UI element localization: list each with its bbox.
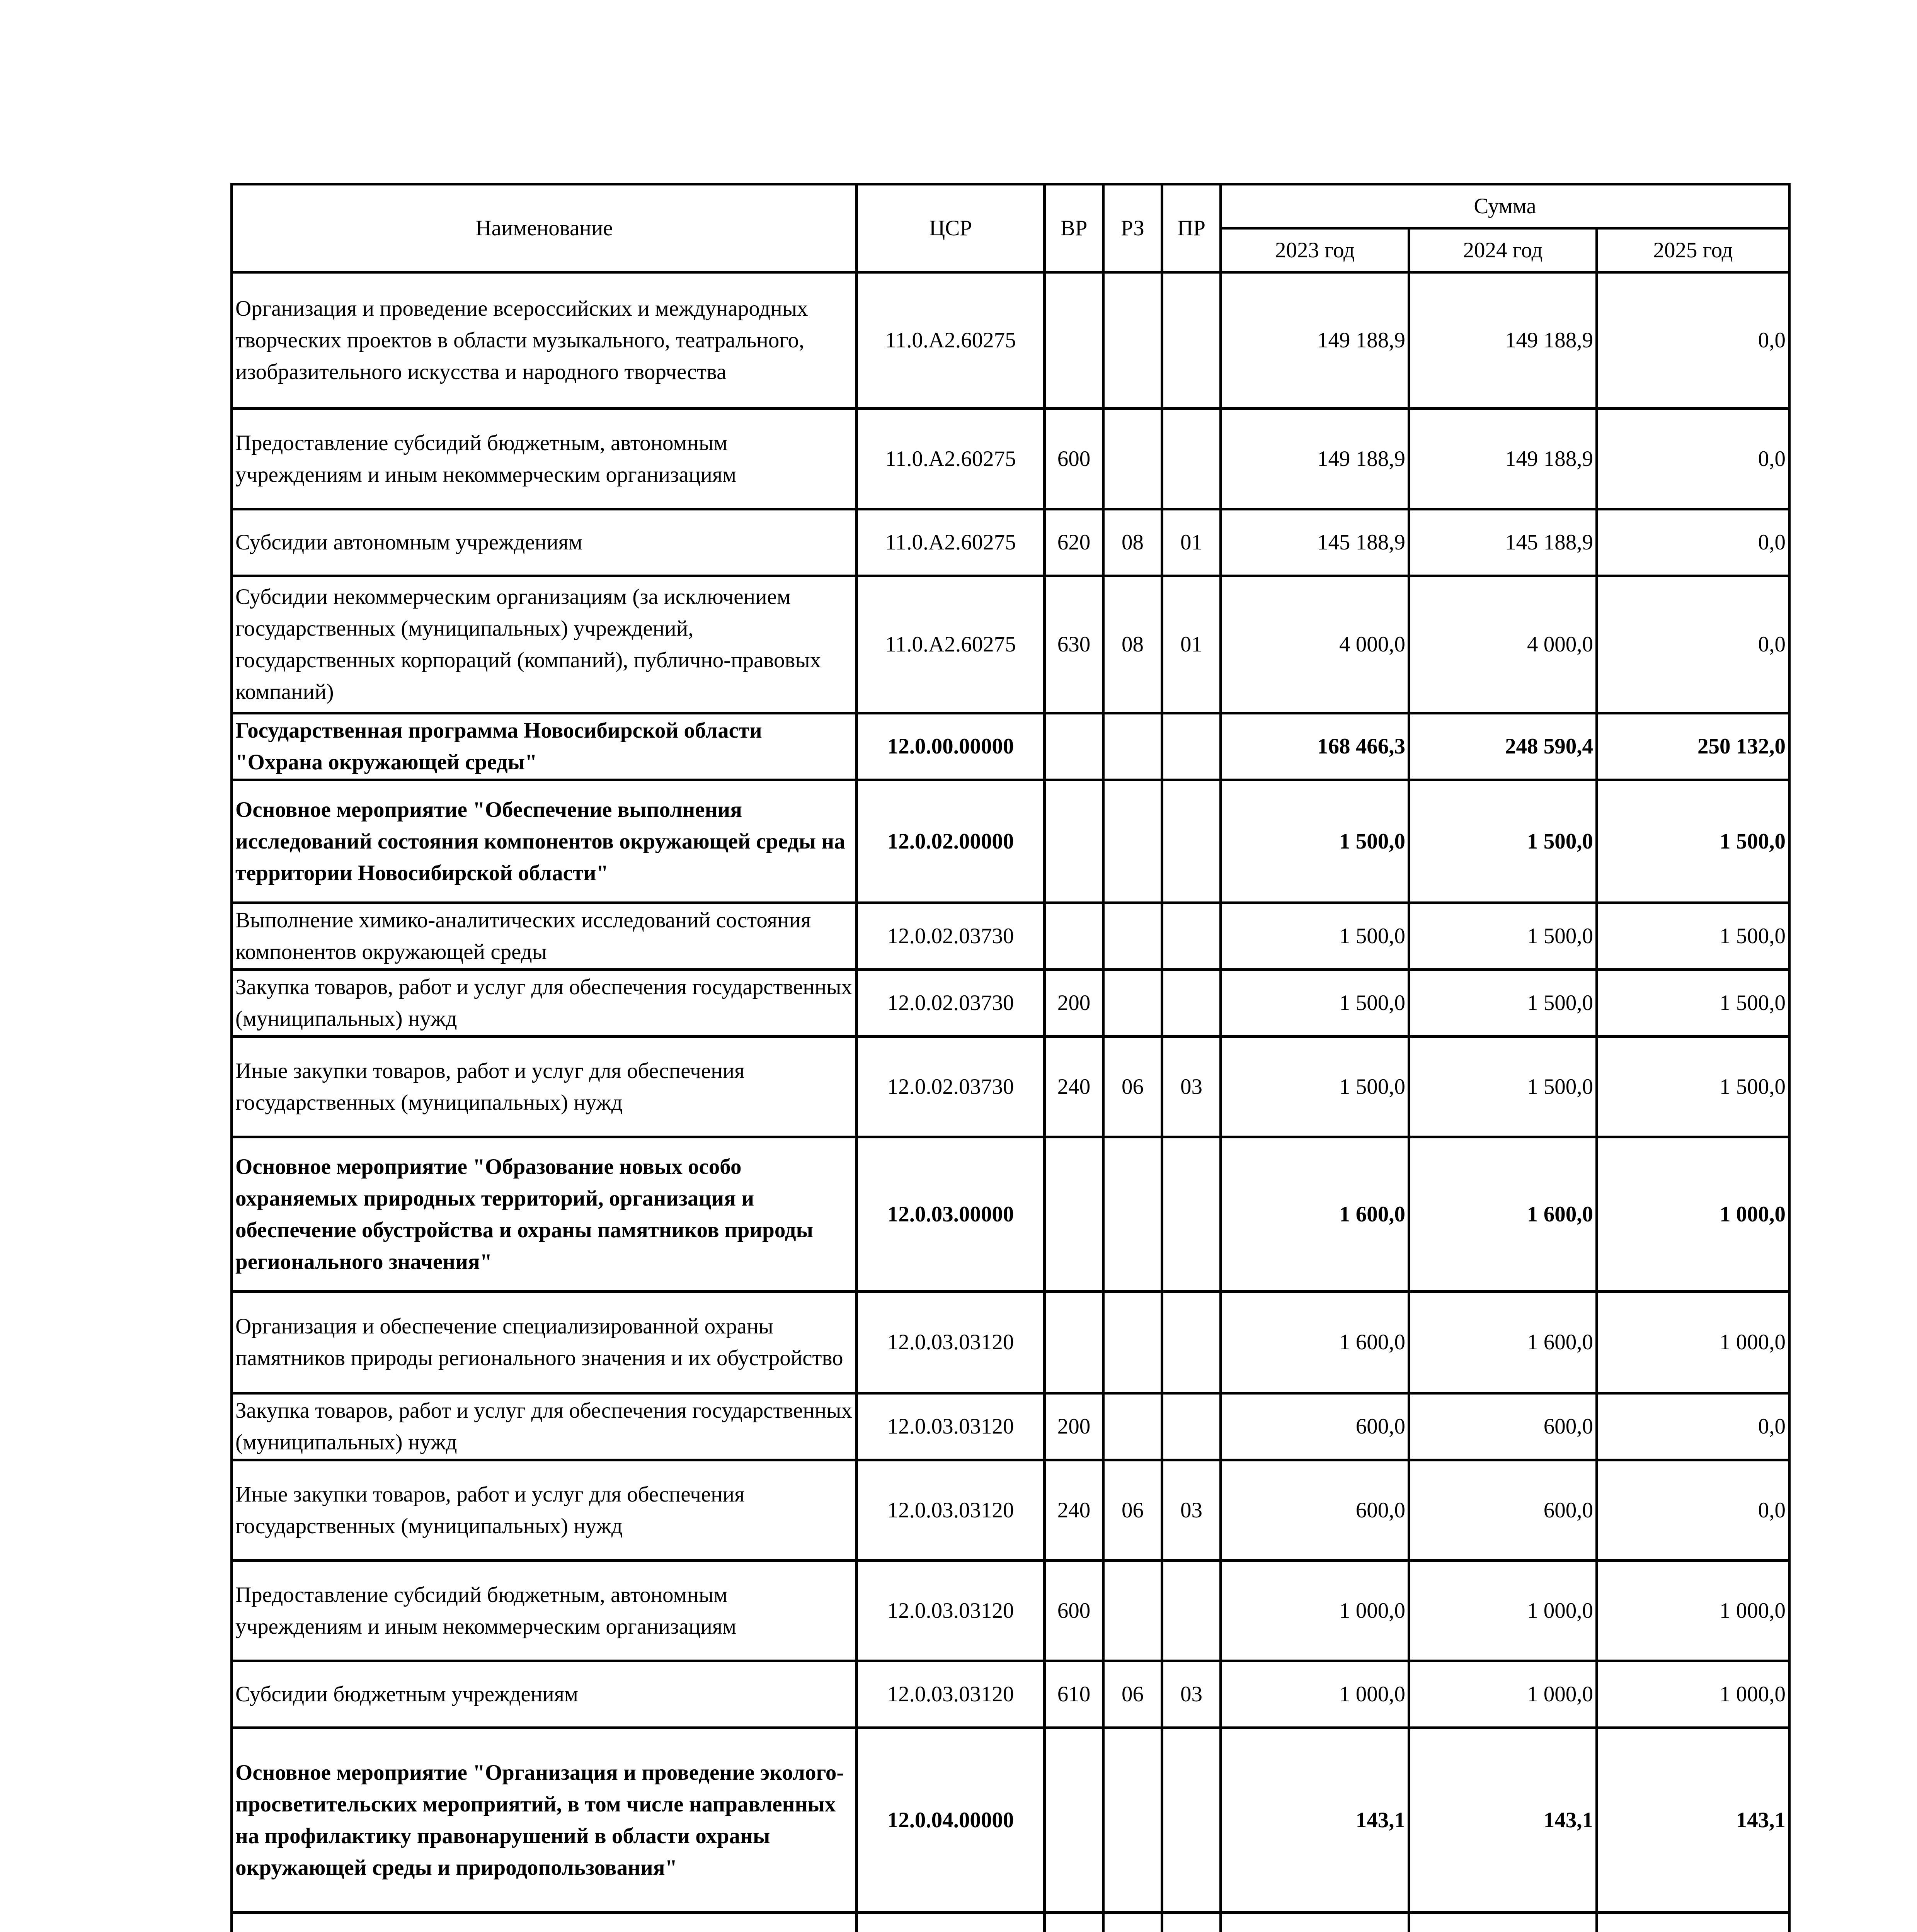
cell-sum-2025: 1 000,0 xyxy=(1597,1292,1789,1393)
header-rz: РЗ xyxy=(1103,184,1162,272)
cell-pr xyxy=(1162,1292,1221,1393)
cell-sum-2025: 1 500,0 xyxy=(1597,1037,1789,1137)
cell-vr: 240 xyxy=(1045,1037,1103,1137)
cell-vr xyxy=(1045,780,1103,903)
cell-vr: 600 xyxy=(1045,1561,1103,1661)
table-row xyxy=(232,1292,1789,1393)
cell-sum-2025: 1 000,0 xyxy=(1597,1561,1789,1661)
cell-csr: 12.0.04.00000 xyxy=(857,1728,1045,1913)
cell-sum-2023: 1 500,0 xyxy=(1221,903,1409,970)
cell-name: Государственная программа Новосибирской области "Охрана окружающей среды" xyxy=(232,713,857,780)
cell-rz xyxy=(1103,1913,1162,1932)
cell-sum-2024: 600,0 xyxy=(1409,1393,1597,1460)
header-year-2025: 2025 год xyxy=(1597,228,1789,272)
cell-vr xyxy=(1045,1913,1103,1932)
cell-sum-2024: 1 600,0 xyxy=(1409,1137,1597,1292)
header-row-top xyxy=(232,184,1789,228)
cell-rz xyxy=(1103,713,1162,780)
table-row xyxy=(232,780,1789,903)
cell-rz: 06 xyxy=(1103,1661,1162,1728)
table-row xyxy=(232,1460,1789,1561)
cell-sum-2023: 145 188,9 xyxy=(1221,509,1409,576)
cell-name: Иные закупки товаров, работ и услуг для обеспечения государственных (муниципальных) нужд xyxy=(232,1037,857,1137)
cell-sum-2024: 1 600,0 xyxy=(1409,1292,1597,1393)
cell-vr: 620 xyxy=(1045,509,1103,576)
cell-csr: 12.0.03.00000 xyxy=(857,1137,1045,1292)
table-row xyxy=(232,1728,1789,1913)
cell-sum-2023: 1 500,0 xyxy=(1221,780,1409,903)
cell-sum-2024: 1 000,0 xyxy=(1409,1661,1597,1728)
cell-csr: 12.0.03.03120 xyxy=(857,1561,1045,1661)
cell-vr: 610 xyxy=(1045,1661,1103,1728)
cell-vr: 600 xyxy=(1045,409,1103,509)
cell-name: Закупка товаров, работ и услуг для обеспечения государственных (муниципальных) нужд xyxy=(232,1393,857,1460)
cell-csr xyxy=(857,1913,1045,1932)
table-row xyxy=(232,1661,1789,1728)
cell-sum-2023 xyxy=(1221,1913,1409,1932)
cell-sum-2023: 1 600,0 xyxy=(1221,1137,1409,1292)
cell-sum-2025: 0,0 xyxy=(1597,272,1789,409)
cell-sum-2025: 0,0 xyxy=(1597,576,1789,713)
cell-vr xyxy=(1045,903,1103,970)
cell-pr xyxy=(1162,780,1221,903)
cell-name: Субсидии некоммерческим организациям (за исключением государственных (муниципальных) учреждений, государственных корпораций (компаний), публично-правовых компаний) xyxy=(232,576,857,713)
cell-sum-2023: 168 466,3 xyxy=(1221,713,1409,780)
cell-vr xyxy=(1045,272,1103,409)
cell-name: Выполнение химико-аналитических исследований состояния компонентов окружающей среды xyxy=(232,903,857,970)
cell-pr xyxy=(1162,1137,1221,1292)
cell-name: Организация и проведение всероссийских и международных творческих проектов в области музыкального, театрального, изобразительного искусства и народного творчества xyxy=(232,272,857,409)
cell-name: Основное мероприятие "Обеспечение выполнения исследований состояния компонентов окружающей среды на территории Новосибирской области" xyxy=(232,780,857,903)
cell-pr xyxy=(1162,713,1221,780)
cell-sum-2025: 1 000,0 xyxy=(1597,1661,1789,1728)
cell-vr: 240 xyxy=(1045,1460,1103,1561)
cell-name: Предоставление субсидий бюджетным, автономным учреждениям и иным некоммерческим организациям xyxy=(232,1561,857,1661)
cell-sum-2024: 143,1 xyxy=(1409,1728,1597,1913)
cell-sum-2023: 149 188,9 xyxy=(1221,272,1409,409)
cell-rz xyxy=(1103,903,1162,970)
cell-csr: 12.0.03.03120 xyxy=(857,1460,1045,1561)
cell-rz: 06 xyxy=(1103,1460,1162,1561)
table-row xyxy=(232,272,1789,409)
cell-rz xyxy=(1103,1561,1162,1661)
cell-pr: 03 xyxy=(1162,1037,1221,1137)
cell-sum-2024: 4 000,0 xyxy=(1409,576,1597,713)
cell-sum-2023: 143,1 xyxy=(1221,1728,1409,1913)
table-row xyxy=(232,1037,1789,1137)
cell-sum-2023: 1 000,0 xyxy=(1221,1661,1409,1728)
cell-csr: 12.0.03.03120 xyxy=(857,1661,1045,1728)
cell-sum-2024: 1 500,0 xyxy=(1409,780,1597,903)
cell-pr: 03 xyxy=(1162,1661,1221,1728)
cell-sum-2023: 1 600,0 xyxy=(1221,1292,1409,1393)
cell-sum-2025: 0,0 xyxy=(1597,409,1789,509)
cell-rz xyxy=(1103,409,1162,509)
cell-sum-2024: 1 500,0 xyxy=(1409,903,1597,970)
cell-name: Организация и обеспечение специализированной охраны памятников природы регионального значения и их обустройство xyxy=(232,1292,857,1393)
cell-sum-2023: 1 500,0 xyxy=(1221,1037,1409,1137)
cell-sum-2023: 600,0 xyxy=(1221,1393,1409,1460)
cell-rz xyxy=(1103,1292,1162,1393)
cell-vr xyxy=(1045,1137,1103,1292)
cell-sum-2025: 0,0 xyxy=(1597,509,1789,576)
header-pr: ПР xyxy=(1162,184,1221,272)
cell-csr: 12.0.02.03730 xyxy=(857,1037,1045,1137)
cell-sum-2024: 149 188,9 xyxy=(1409,272,1597,409)
cell-csr: 12.0.02.03730 xyxy=(857,903,1045,970)
cell-csr: 12.0.00.00000 xyxy=(857,713,1045,780)
cell-rz xyxy=(1103,970,1162,1037)
cell-sum-2023: 1 000,0 xyxy=(1221,1561,1409,1661)
table-row xyxy=(232,970,1789,1037)
cell-rz xyxy=(1103,1393,1162,1460)
table-row xyxy=(232,1561,1789,1661)
table-row xyxy=(232,1393,1789,1460)
table-row xyxy=(232,409,1789,509)
cell-csr: 12.0.03.03120 xyxy=(857,1292,1045,1393)
cell-name: Иные закупки товаров, работ и услуг для обеспечения государственных (муниципальных) нужд xyxy=(232,1460,857,1561)
header-year-2024: 2024 год xyxy=(1409,228,1597,272)
cell-csr: 12.0.02.00000 xyxy=(857,780,1045,903)
cell-name: Основное мероприятие "Организация и проведение эколого-просветительских мероприятий, в том числе направленных на профилактику правонарушений в области охраны окружающей среды и природопользования" xyxy=(232,1728,857,1913)
cell-csr: 11.0.А2.60275 xyxy=(857,272,1045,409)
cell-name: Основное мероприятие "Образование новых особо охраняемых природных территорий, организация и обеспечение обустройства и охраны памятников природы регионального значения" xyxy=(232,1137,857,1292)
cell-sum-2024: 248 590,4 xyxy=(1409,713,1597,780)
cell-sum-2024: 1 500,0 xyxy=(1409,970,1597,1037)
cell-sum-2024: 600,0 xyxy=(1409,1460,1597,1561)
cell-pr xyxy=(1162,1393,1221,1460)
cell-rz: 08 xyxy=(1103,509,1162,576)
cell-sum-2024: 145 188,9 xyxy=(1409,509,1597,576)
cell-name xyxy=(232,1913,857,1932)
cell-csr: 12.0.02.03730 xyxy=(857,970,1045,1037)
cell-pr xyxy=(1162,272,1221,409)
cell-sum-2023: 600,0 xyxy=(1221,1460,1409,1561)
cell-pr: 01 xyxy=(1162,576,1221,713)
cell-sum-2025: 0,0 xyxy=(1597,1393,1789,1460)
cell-vr xyxy=(1045,1728,1103,1913)
cell-sum-2025: 1 500,0 xyxy=(1597,780,1789,903)
table-row xyxy=(232,1137,1789,1292)
table-row xyxy=(232,713,1789,780)
cell-rz: 08 xyxy=(1103,576,1162,713)
cell-name: Закупка товаров, работ и услуг для обеспечения государственных (муниципальных) нужд xyxy=(232,970,857,1037)
cell-pr xyxy=(1162,903,1221,970)
table-row xyxy=(232,509,1789,576)
table-row xyxy=(232,1913,1789,1932)
cell-sum-2023: 149 188,9 xyxy=(1221,409,1409,509)
cell-sum-2024: 149 188,9 xyxy=(1409,409,1597,509)
cell-pr: 01 xyxy=(1162,509,1221,576)
cell-sum-2025: 250 132,0 xyxy=(1597,713,1789,780)
cell-pr xyxy=(1162,409,1221,509)
cell-pr: 03 xyxy=(1162,1460,1221,1561)
cell-pr xyxy=(1162,970,1221,1037)
cell-vr: 630 xyxy=(1045,576,1103,713)
table-row xyxy=(232,576,1789,713)
table-body xyxy=(232,272,1789,1932)
header-year-2023: 2023 год xyxy=(1221,228,1409,272)
cell-rz xyxy=(1103,1137,1162,1292)
header-sum: Сумма xyxy=(1221,184,1789,228)
cell-rz: 06 xyxy=(1103,1037,1162,1137)
cell-rz xyxy=(1103,1728,1162,1913)
cell-vr xyxy=(1045,1292,1103,1393)
cell-sum-2024 xyxy=(1409,1913,1597,1932)
cell-sum-2025 xyxy=(1597,1913,1789,1932)
cell-sum-2023: 4 000,0 xyxy=(1221,576,1409,713)
cell-pr xyxy=(1162,1728,1221,1913)
cell-csr: 12.0.03.03120 xyxy=(857,1393,1045,1460)
cell-vr: 200 xyxy=(1045,970,1103,1037)
cell-rz xyxy=(1103,272,1162,409)
cell-vr: 200 xyxy=(1045,1393,1103,1460)
cell-sum-2025: 143,1 xyxy=(1597,1728,1789,1913)
cell-pr xyxy=(1162,1913,1221,1932)
header-vr: ВР xyxy=(1045,184,1103,272)
cell-rz xyxy=(1103,780,1162,903)
cell-name: Субсидии бюджетным учреждениям xyxy=(232,1661,857,1728)
cell-vr xyxy=(1045,713,1103,780)
budget-table xyxy=(230,183,1791,1932)
cell-sum-2025: 1 500,0 xyxy=(1597,903,1789,970)
cell-name: Предоставление субсидий бюджетным, автономным учреждениям и иным некоммерческим организациям xyxy=(232,409,857,509)
cell-sum-2023: 1 500,0 xyxy=(1221,970,1409,1037)
table-row xyxy=(232,903,1789,970)
header-csr: ЦСР xyxy=(857,184,1045,272)
cell-sum-2025: 0,0 xyxy=(1597,1460,1789,1561)
cell-sum-2025: 1 000,0 xyxy=(1597,1137,1789,1292)
cell-csr: 11.0.А2.60275 xyxy=(857,509,1045,576)
cell-sum-2024: 1 000,0 xyxy=(1409,1561,1597,1661)
cell-csr: 11.0.А2.60275 xyxy=(857,576,1045,713)
cell-sum-2024: 1 500,0 xyxy=(1409,1037,1597,1137)
cell-sum-2025: 1 500,0 xyxy=(1597,970,1789,1037)
cell-pr xyxy=(1162,1561,1221,1661)
cell-name: Субсидии автономным учреждениям xyxy=(232,509,857,576)
header-name: Наименование xyxy=(232,184,857,272)
cell-csr: 11.0.А2.60275 xyxy=(857,409,1045,509)
